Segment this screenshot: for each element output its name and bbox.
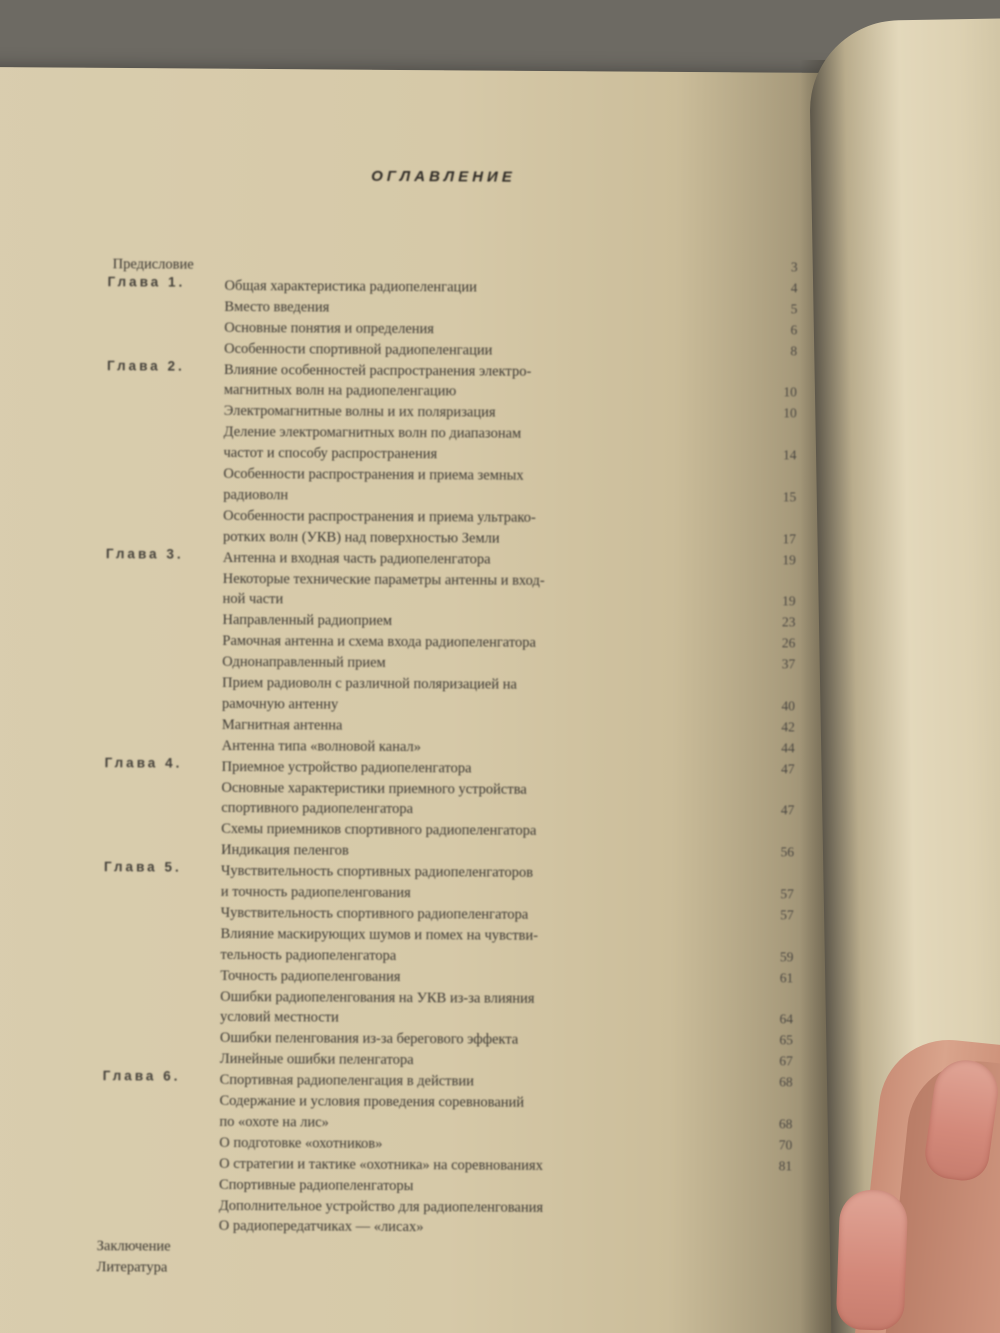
toc-entry-text: Антенна и входная часть радиопеленгатора [222,549,491,568]
toc-entry-text: Схемы приемников спортивного радиопеленгатора [221,820,537,839]
toc-entry-text: Заключение [96,1238,171,1255]
toc-entry-text: О стратегии и тактике «охотника» на соревнованиях [219,1155,543,1174]
chapter-label: Глава 6. [102,1068,181,1084]
toc-page-number: 65 [779,1032,793,1048]
toc-entry-text: тельность радиопеленгатора [220,946,397,964]
toc-entry-text: О радиопередатчиках — «лисах» [218,1217,424,1236]
chapter-label: Глава 5. [103,859,182,875]
toc-page-number: 68 [778,1116,793,1132]
toc-page-number: 40 [781,698,796,714]
toc-page-number: 37 [781,656,796,672]
toc-page-number: 4 [790,280,798,296]
toc-entry-text: Прием радиоволн с различной поляризацией на [222,674,517,693]
toc-entry-text: Основные понятия и определения [224,319,435,338]
toc-entry-text: магнитных волн на радиопеленгацию [223,381,457,400]
toc-page-number: 59 [779,949,794,965]
fingernail-second [836,1189,909,1331]
toc-page-number: 23 [781,614,796,630]
toc-entry-text: Спортивная радиопеленгация в действии [219,1071,474,1090]
toc-title: ОГЛАВЛЕНИЕ [371,167,516,186]
toc-entry-text: и точность радиопеленгования [220,883,411,902]
toc-entry-text: Некоторые технические параметры антенны и вход- [222,570,545,589]
toc-entry-text: Приемное устройство радиопеленгатора [221,758,472,777]
toc-page-number: 57 [780,886,794,902]
toc-entry [96,1256,216,1279]
toc-page-number: 70 [778,1137,793,1153]
toc-entry-text: ротких волн (УКВ) над поверхностью Земли [222,528,500,547]
toc-page-number: 17 [782,531,797,547]
toc-entry-text: спортивного радиопеленгатора [221,799,414,818]
toc-page-number: 68 [779,1074,793,1090]
toc-page-number: 47 [780,802,795,818]
toc-entry-text: Магнитная антенна [221,716,343,734]
toc-page-number: 61 [779,970,794,986]
toc-entry-text: Ошибки радиопеленгования на УКВ из-за влияния [220,988,535,1007]
toc-entry-text: Точность радиопеленгования [220,967,401,986]
toc-entry-text: Основные характеристики приемного устройства [221,779,527,798]
toc-entry-text: Чувствительность спортивных радиопеленгаторов [220,862,534,881]
toc-entry-text: Направленный радиоприем [222,611,393,629]
toc-entry-text: условий местности [220,1008,339,1026]
toc-page-number: 67 [779,1053,793,1069]
toc-page-number: 15 [782,489,797,505]
toc-entry-text: рамочную антенну [221,695,339,713]
toc-page-number: 44 [781,740,795,756]
toc-page-number: 5 [790,301,798,317]
toc-entry-text: Особенности спортивной радиопеленгации [224,340,493,359]
toc-entry-text: Индикация пеленгов [221,841,349,859]
toc-entry-text: Линейные ошибки пеленгатора [219,1050,414,1069]
toc-page-number: 57 [780,907,794,923]
toc-entry-text: Спортивные радиопеленгаторы [218,1176,414,1195]
toc-entry-text: Влияние особенностей распространения электро- [223,361,532,380]
chapter-label: Глава 4. [104,755,183,771]
chapter-label: Глава 1. [107,274,186,290]
toc-entry-text: частот и способу распространения [223,444,438,463]
toc-entry-text: Электромагнитные волны и их поляризация [223,402,496,421]
toc-page-number: 10 [783,405,797,421]
toc-entry-text: Ошибки пеленгования из-за берегового эффекта [219,1029,519,1048]
toc-entry-text: Литература [96,1259,168,1276]
toc-entry-text: Чувствительность спортивного радиопеленгатора [220,904,529,923]
toc-page-number: 81 [778,1158,793,1174]
toc-entry-text: Дополнительное устройство для радиопеленгования [218,1197,544,1216]
toc-page-number: 10 [783,384,797,400]
toc-entry-text: радиоволн [223,486,289,504]
chapter-label: Глава 3. [105,546,184,562]
toc-page-number: 19 [782,552,796,568]
toc-page-number: 26 [781,635,796,651]
toc-entry-text: Общая характеристика радиопеленгации [224,277,477,296]
toc-entry-text: Содержание и условия проведения соревнований [219,1092,525,1111]
toc-entry-text: Деление электромагнитных волн по диапазонам [223,423,522,442]
toc-entry-text: Особенности распространения и приема ультрако- [223,507,536,526]
chapter-label: Глава 2. [106,358,185,374]
toc-page-number: 3 [790,259,798,275]
toc-entry-text: по «охоте на лис» [219,1113,329,1131]
toc-entry-text: Однонаправленный прием [222,653,386,671]
toc-entry-text: ной части [222,590,284,608]
toc-entry [219,1215,737,1240]
toc-entry-text: Вместо введения [224,298,330,316]
toc-page-number: 8 [790,343,798,359]
toc-page-number: 14 [782,447,797,463]
toc-page-number: 64 [779,1011,794,1027]
toc-entry-text: Особенности распространения и приема земных [223,465,524,484]
toc-page-number: 56 [780,844,795,860]
toc-entry-text: О подготовке «охотников» [219,1134,383,1152]
toc-page-number: 47 [781,761,795,777]
toc-page-number: 42 [781,719,795,735]
toc-entry [97,1235,217,1258]
toc-entry-text: Предисловие [112,256,194,273]
toc-page-number: 19 [782,593,796,609]
toc-entry-text: Влияние маскирующих шумов и помех на чувстви- [220,925,539,944]
toc-page-number: 6 [790,322,798,338]
toc-entry-text: Антенна типа «волновой канал» [221,737,422,756]
toc-entry-text: Рамочная антенна и схема входа радиопеленгатора [222,632,536,651]
